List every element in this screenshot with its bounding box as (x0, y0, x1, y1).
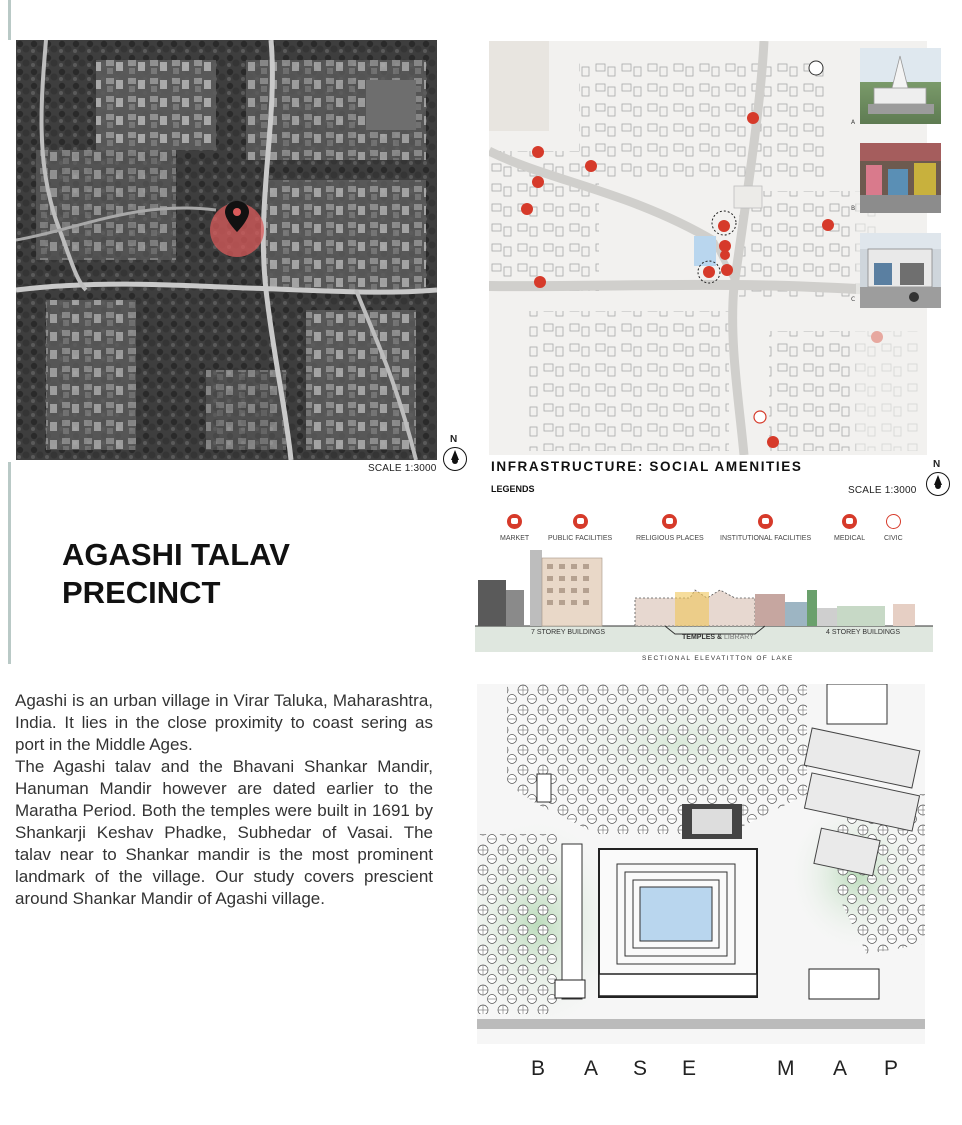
base-map-letter-a: A (584, 1057, 599, 1080)
legend-medical (834, 514, 865, 542)
legend-label-religious: RELIGIOUS PLACES (636, 535, 704, 542)
market-icon (507, 514, 522, 529)
legends-title: LEGENDS (491, 484, 535, 494)
north-arrow-icon-right (926, 459, 950, 496)
base-map-letter-a2: A (833, 1057, 848, 1080)
legend-religious-places (636, 514, 704, 542)
divider-bar-top (8, 0, 11, 40)
legend-label-public: PUBLIC FACILITIES (548, 535, 613, 542)
base-map-letter-p: P (884, 1057, 899, 1080)
legend-label-market: MARKET (500, 535, 530, 542)
base-map-letter-b: B (531, 1057, 546, 1080)
photo-label-a: A (851, 119, 856, 126)
photo-temple (860, 48, 941, 124)
north-label: N (450, 434, 458, 445)
north-arrow-icon (443, 434, 467, 471)
photo-market (860, 143, 941, 213)
civic-icon (886, 514, 901, 529)
description (15, 690, 433, 910)
divider-bar-middle (8, 462, 11, 664)
legend-institutional (720, 514, 811, 542)
legend-label-institutional: INSTITUTIONAL FACILITIES (720, 535, 812, 542)
medical-icon (842, 514, 857, 529)
legend-civic (884, 514, 903, 542)
public-facilities-icon (573, 514, 588, 529)
photo-street (860, 233, 941, 308)
legend-public-facilities (548, 514, 612, 542)
section-label-left: 7 STOREY BUILDINGS (531, 629, 606, 636)
title-line-2: PRECINCT (62, 575, 221, 610)
legend-label-medical: MEDICAL (834, 535, 866, 542)
base-map-letter-m: M (777, 1057, 795, 1080)
satellite-map (16, 40, 437, 460)
section-label-temples: TEMPLES & (682, 634, 723, 641)
description-paragraph-1: Agashi is an urban village in Virar Taluka, Maharashtra, India. It lies in the close proximity to coast sering as port in the Middle Ages. (15, 691, 433, 754)
scale-label-right: SCALE 1:3000 (848, 485, 917, 496)
amenities-heading: INFRASTRUCTURE: SOCIAL AMENITIES (491, 459, 803, 474)
legend-label-civic: CIVIC (884, 535, 903, 542)
section-label-library: LIBRARY (724, 634, 754, 641)
base-map-letter-s: S (633, 1057, 648, 1080)
page-title (62, 536, 290, 612)
photo-label-c: C (851, 296, 856, 303)
description-paragraph-2: The Agashi talav and the Bhavani Shankar Mandir, Hanuman Mandir however are dated earlier to the Maratha Period. Both the temples were built in 1691 by Shankarji Keshav Phadke, Subhedar of Vasai. The talav near to Shankar mandir is the most prominent landmark of the village. Our study covers prescient around Shankar Mandir of Agashi village. (15, 757, 433, 908)
north-label-right: N (933, 459, 941, 470)
section-label-right: 4 STOREY BUILDINGS (826, 629, 901, 636)
temple-icon (662, 514, 677, 529)
section-label-center (682, 634, 754, 641)
section-caption: SECTIONAL ELEVATITTON OF LAKE (642, 655, 794, 662)
scale-label-left: SCALE 1:3000 (368, 463, 437, 474)
base-map-drawing (477, 684, 925, 1044)
title-line-1: AGASHI TALAV (62, 537, 290, 572)
legend-market (500, 514, 529, 542)
institution-icon (758, 514, 773, 529)
base-map-letter-e: E (682, 1057, 697, 1080)
photo-label-b: B (851, 205, 856, 212)
